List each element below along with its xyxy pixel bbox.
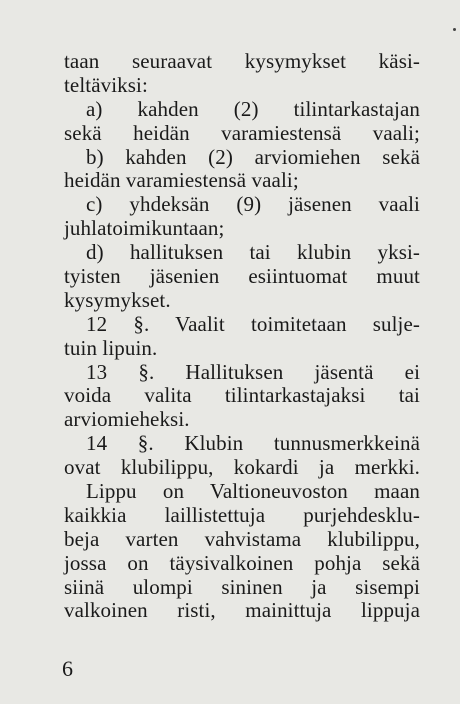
text-line: heidän varamiestensä vaali; (64, 168, 299, 193)
text-line: valkoinen risti, mainittuja lippuja (64, 598, 420, 623)
text-line: b) kahden (2) arviomiehen sekä (86, 144, 420, 169)
text-line: d) hallituksen tai klubin yksi- (86, 240, 420, 265)
text-line: siinä ulompi sininen ja sisempi (64, 574, 420, 599)
text-line: jossa on täysivalkoinen pohja sekä (64, 550, 420, 575)
text-line: c) yhdeksän (9) jäsenen vaali (86, 192, 420, 217)
section-13-line: 13 §. Hallituksen jäsentä ei (86, 359, 420, 384)
text-line: tyisten jäsenien esiintuomat muut (64, 264, 420, 289)
text-line: sekä heidän varamiestensä vaali; (64, 120, 420, 145)
text-line: tuin lipuin. (64, 335, 158, 360)
text-line: ovat klubilippu, kokardi ja merkki. (64, 455, 420, 480)
page-number: 6 (62, 656, 73, 681)
text-line: juhlatoimikuntaan; (64, 216, 225, 241)
text-line: beja varten vahvistama klubilippu, (64, 526, 420, 551)
body-text (64, 50, 420, 623)
text-line: kysymykset. (64, 287, 171, 312)
text-line: teltäviksi: (64, 72, 148, 97)
text-line: voida valita tilintarkastajaksi tai (64, 383, 420, 408)
text-line: arviomieheksi. (64, 407, 190, 432)
section-14-line: 14 §. Klubin tunnusmerkkeinä (86, 431, 420, 456)
text-line: a) kahden (2) tilintarkastajan (86, 96, 420, 121)
text-line: taan seuraavat kysymykset käsi- (64, 49, 420, 73)
text-line: kaikkia laillistettuja purjehdesklu- (64, 502, 420, 527)
section-12-line: 12 §. Vaalit toimitetaan sulje- (86, 311, 420, 336)
edge-speck (453, 28, 456, 31)
text-line: Lippu on Valtioneuvoston maan (86, 479, 420, 504)
